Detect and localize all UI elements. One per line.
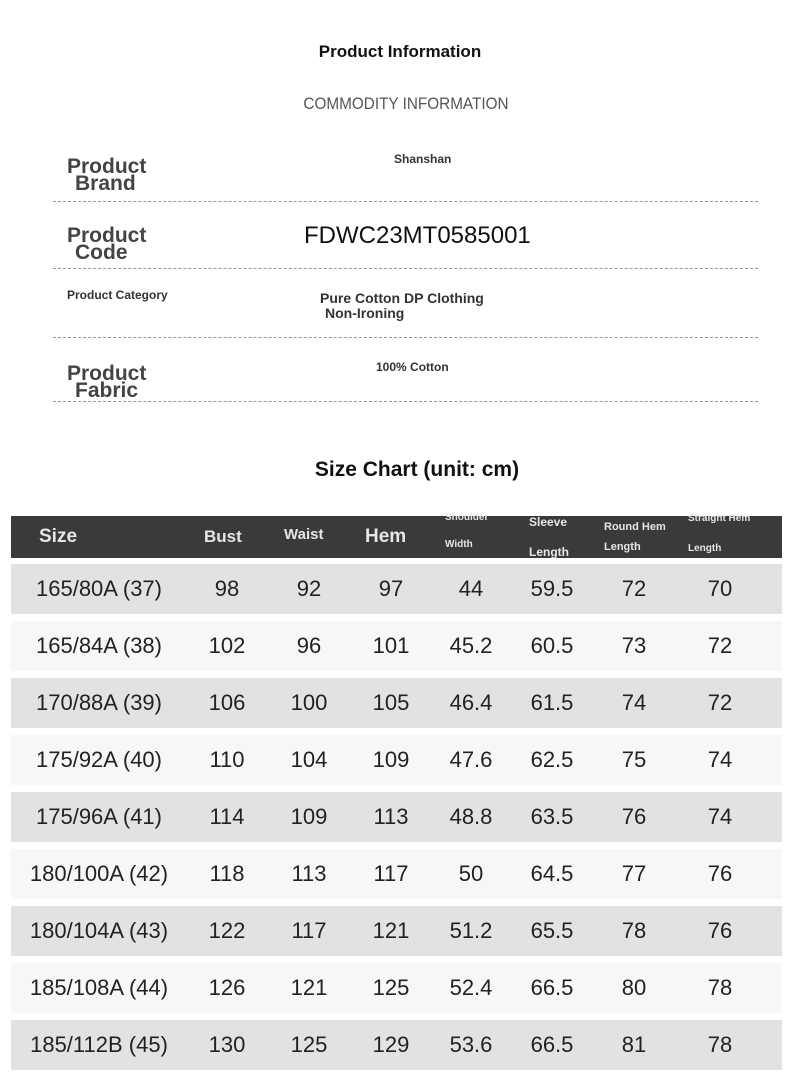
table-row <box>11 906 782 963</box>
column-header-shoulder-width: Shoulder Width <box>445 512 489 550</box>
cell-waist: 104 <box>290 747 328 772</box>
cell-bust: 118 <box>209 861 245 886</box>
column-header-straight-hem-length: Straight Hem Length <box>688 513 751 554</box>
cell-straight-hem-length: 74 <box>707 804 733 829</box>
cell-bust: 106 <box>208 690 246 715</box>
page-title: Product Information <box>318 42 482 61</box>
column-header-waist: Waist <box>284 525 324 543</box>
divider <box>53 401 758 402</box>
cell-bust: 122 <box>208 918 246 943</box>
cell-sleeve-length: 61.5 <box>530 690 574 715</box>
cell-straight-hem-length: 78 <box>707 1032 733 1057</box>
cell-round-hem-length: 80 <box>621 975 647 1000</box>
cell-size: 180/100A (42) <box>29 861 169 886</box>
cell-size: 165/84A (38) <box>36 633 162 658</box>
table-row <box>11 792 782 849</box>
cell-shoulder-width: 53.6 <box>449 1032 493 1057</box>
column-header-round-hem-length: Round Hem Length <box>604 521 666 553</box>
cell-bust: 110 <box>209 747 245 772</box>
cell-hem: 113 <box>373 804 409 829</box>
page-subtitle: COMMODITY INFORMATION <box>303 94 509 113</box>
info-value-category: Pure Cotton DP Clothing Non-Ironing <box>320 290 484 321</box>
cell-round-hem-length: 78 <box>621 918 647 943</box>
cell-hem: 105 <box>372 690 410 715</box>
info-label-category: Product Category <box>67 288 168 302</box>
table-row <box>11 963 782 1020</box>
cell-sleeve-length: 60.5 <box>530 633 574 658</box>
cell-size: 180/104A (43) <box>29 918 169 943</box>
info-label-code: Product Code <box>67 224 147 264</box>
size-chart-title: Size Chart (unit: cm) <box>314 458 520 481</box>
cell-shoulder-width: 46.4 <box>449 690 493 715</box>
cell-hem: 101 <box>372 633 410 658</box>
cell-sleeve-length: 62.5 <box>530 747 574 772</box>
cell-round-hem-length: 74 <box>621 690 647 715</box>
cell-bust: 102 <box>208 633 246 658</box>
cell-size: 175/96A (41) <box>36 804 162 829</box>
cell-bust: 114 <box>209 804 245 829</box>
cell-waist: 92 <box>296 576 322 601</box>
cell-straight-hem-length: 78 <box>707 975 733 1000</box>
cell-shoulder-width: 51.2 <box>449 918 493 943</box>
divider <box>53 201 758 202</box>
cell-bust: 98 <box>214 576 240 601</box>
info-label-brand: Product Brand <box>67 155 147 195</box>
cell-hem: 121 <box>372 918 410 943</box>
cell-shoulder-width: 52.4 <box>449 975 493 1000</box>
table-row <box>11 564 782 621</box>
column-header-sleeve-length: Sleeve Length <box>529 515 569 559</box>
cell-sleeve-length: 66.5 <box>530 1032 574 1057</box>
cell-sleeve-length: 66.5 <box>530 975 574 1000</box>
cell-bust: 130 <box>208 1032 246 1057</box>
divider <box>53 268 758 269</box>
cell-straight-hem-length: 74 <box>707 747 733 772</box>
cell-hem: 109 <box>372 747 410 772</box>
cell-round-hem-length: 76 <box>621 804 647 829</box>
cell-size: 170/88A (39) <box>36 690 162 715</box>
cell-waist: 100 <box>290 690 328 715</box>
cell-straight-hem-length: 76 <box>707 918 733 943</box>
cell-sleeve-length: 59.5 <box>530 576 574 601</box>
cell-hem: 129 <box>372 1032 410 1057</box>
table-row <box>11 735 782 792</box>
cell-shoulder-width: 47.6 <box>449 747 493 772</box>
cell-shoulder-width: 45.2 <box>449 633 493 658</box>
cell-size: 165/80A (37) <box>36 576 162 601</box>
cell-straight-hem-length: 76 <box>707 861 733 886</box>
size-chart-header <box>11 512 782 559</box>
cell-shoulder-width: 50 <box>458 861 484 886</box>
cell-shoulder-width: 48.8 <box>449 804 493 829</box>
cell-shoulder-width: 44 <box>458 576 484 601</box>
cell-waist: 109 <box>290 804 328 829</box>
cell-waist: 121 <box>290 975 328 1000</box>
size-chart-table <box>11 512 782 1077</box>
info-value-brand: Shanshan <box>394 152 452 166</box>
info-value-code: FDWC23MT0585001 <box>304 222 531 249</box>
cell-waist: 125 <box>290 1032 328 1057</box>
cell-sleeve-length: 65.5 <box>530 918 574 943</box>
table-row <box>11 678 782 735</box>
divider <box>53 337 758 338</box>
cell-bust: 126 <box>208 975 246 1000</box>
size-chart-body <box>11 564 782 1077</box>
cell-size: 175/92A (40) <box>36 747 162 772</box>
cell-hem: 97 <box>378 576 404 601</box>
table-row <box>11 1020 782 1077</box>
cell-straight-hem-length: 70 <box>707 576 733 601</box>
cell-round-hem-length: 73 <box>621 633 647 658</box>
cell-sleeve-length: 64.5 <box>530 861 574 886</box>
cell-round-hem-length: 75 <box>621 747 647 772</box>
info-label-fabric: Product Fabric <box>67 362 147 402</box>
column-header-hem: Hem <box>365 526 407 547</box>
column-header-size: Size <box>39 526 78 547</box>
cell-straight-hem-length: 72 <box>707 690 733 715</box>
table-row <box>11 849 782 906</box>
cell-hem: 117 <box>373 861 409 886</box>
cell-round-hem-length: 77 <box>621 861 647 886</box>
cell-waist: 96 <box>296 633 322 658</box>
cell-waist: 113 <box>291 861 327 886</box>
cell-waist: 117 <box>291 918 327 943</box>
info-value-fabric: 100% Cotton <box>376 360 449 374</box>
table-row <box>11 621 782 678</box>
cell-size: 185/108A (44) <box>29 975 169 1000</box>
cell-round-hem-length: 72 <box>621 576 647 601</box>
column-header-bust: Bust <box>204 527 242 546</box>
cell-round-hem-length: 81 <box>621 1032 647 1057</box>
cell-straight-hem-length: 72 <box>707 633 733 658</box>
cell-size: 185/112B (45) <box>30 1032 168 1057</box>
cell-hem: 125 <box>372 975 410 1000</box>
cell-sleeve-length: 63.5 <box>530 804 574 829</box>
